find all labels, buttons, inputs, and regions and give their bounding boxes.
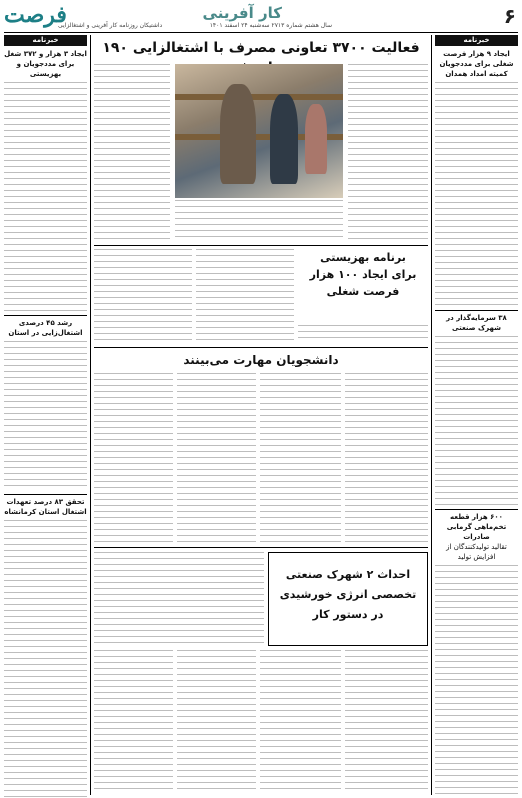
photo-person [270, 94, 298, 184]
story2-body-col2 [196, 249, 294, 343]
right-brief2-body [435, 336, 518, 506]
story3-body-col4 [94, 373, 173, 543]
story4-body-col2 [260, 650, 341, 793]
newspaper-logo: فرصت [4, 2, 67, 28]
left-column-tag: خبرنامه [4, 35, 87, 46]
photo-caption [175, 200, 343, 240]
story2-lead [298, 325, 428, 343]
right-column [435, 35, 518, 795]
divider [435, 310, 518, 311]
main-headline: فعالیت ۳۷۰۰ تعاونی مصرف با اشتغالزایی ۱۹۰ [102, 40, 420, 56]
right-brief1-title: ایجاد ۹ هزار فرصت شغلی برای مددجویان کمیته امداد همدان [439, 50, 514, 78]
photo-person [220, 84, 256, 184]
story2-headline-line1: برنامه بهزیستی [320, 251, 406, 264]
column-rule [90, 35, 91, 795]
page-number: ۶ [503, 4, 516, 28]
story4-body-top [94, 552, 264, 644]
slogan: داشتیکان روزنامه کار آفرینی و اشتغالزایی [58, 22, 163, 29]
story3-body-col3 [177, 373, 256, 543]
divider [94, 347, 428, 348]
right-brief3-lead: تقالید تولیدکنندگان از افزایش تولید [446, 543, 507, 561]
story4-body-col1 [345, 650, 428, 793]
main-body-col1 [348, 64, 428, 239]
right-brief3-title: ۶۰۰ هزار قطعه تخم‌ماهی گرمابی صادرات [446, 513, 507, 541]
page-header [0, 0, 522, 32]
story3-body-col1 [345, 373, 428, 543]
story4-headline-line3: در دستور کار [312, 608, 384, 621]
supermarket-photo [175, 64, 343, 198]
right-brief3-body [435, 565, 518, 798]
story4-headline-box [268, 552, 428, 646]
header-rule [4, 32, 518, 33]
story4-body-col3 [177, 650, 256, 793]
left-brief1-title: ایجاد ۳ هزار و ۳۷۲ شغل برای مددجویان و بهزیستی [4, 50, 87, 78]
left-brief2-title: رشد ۴۵ درصدی اشتغال‌زایی در استان [8, 319, 83, 337]
story3-body-col2 [260, 373, 341, 543]
photo-shelf [175, 94, 343, 100]
left-brief3-title: تحقق ۸۳ درصد تعهدات اشتغال استان کرمانشاه [4, 498, 87, 516]
right-brief2-title: ۳۸ سرمایه‌گذار در شهرک صنعتی [446, 314, 507, 332]
section-title: کار آفرینی [202, 4, 282, 22]
left-brief3-body [4, 520, 87, 798]
story4-headline-line2: تخصصی انرژی خورشیدی [279, 588, 417, 601]
divider [94, 547, 428, 548]
story3-headline: دانشجویان مهارت می‌بینند [183, 353, 339, 367]
column-rule [431, 35, 432, 795]
divider [4, 315, 87, 316]
divider [4, 494, 87, 495]
issue-line: سال هشتم شماره ۲۷۱۳ سه‌شنبه ۲۴ اسفند ۱۴۰۱ [209, 22, 332, 29]
right-brief1-body [435, 82, 518, 307]
story4-headline-line1: احداث ۲ شهرک صنعتی [285, 568, 411, 581]
photo-person [305, 104, 327, 174]
left-brief1-body [4, 82, 87, 312]
story2-body-col3 [94, 249, 192, 343]
main-body-col3 [94, 64, 170, 239]
story2-headline-box [298, 249, 428, 327]
story4-body-col4 [94, 650, 173, 793]
divider [435, 509, 518, 510]
left-brief2-body [4, 341, 87, 491]
story2-headline-line2: برای ایجاد ۱۰۰ هزار [309, 268, 417, 281]
story2-headline-line3: فرصت شغلی [326, 285, 400, 298]
left-column [4, 35, 87, 795]
right-column-tag: خبرنامه [435, 35, 518, 46]
divider [94, 245, 428, 246]
